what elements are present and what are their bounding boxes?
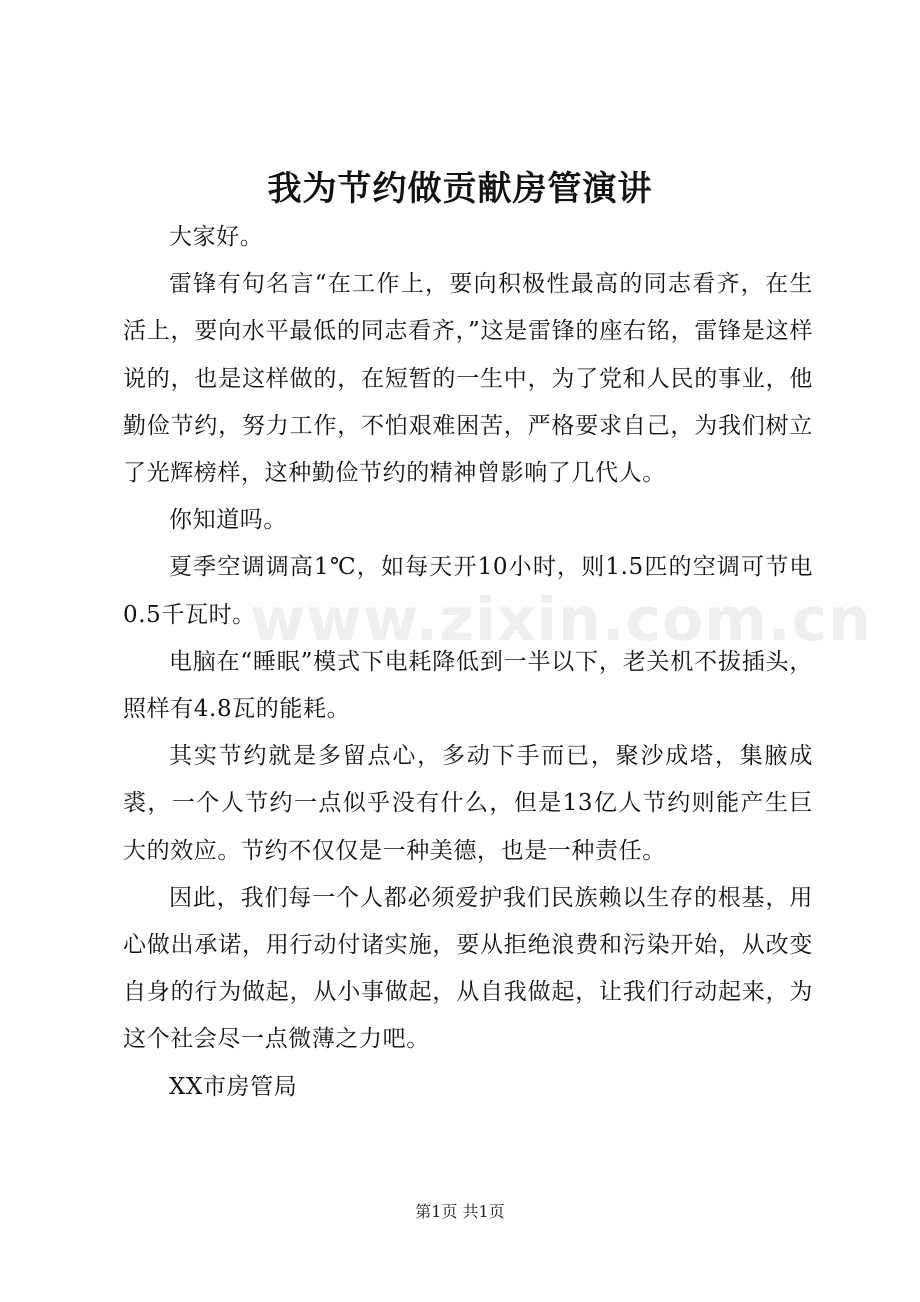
- paragraph-greeting: 大家好。: [169, 224, 264, 250]
- paragraph-do-you-know: 你知道吗。: [169, 507, 287, 534]
- document-title: 我为节约做贡献房管演讲: [267, 169, 653, 209]
- paragraph-saving-responsibility: 其实节约就是多留点心，多动下手而已，聚沙成塔，集腋成裘，一个人节约一点似乎没有什么，但是13亿人节约则能产生巨大的效应。节约不仅仅是一种美德，也是一种责任。: [123, 743, 813, 864]
- watermark: www.zixin.com.cn: [250, 585, 872, 655]
- paragraph-air-conditioner: 夏季空调调高1℃，如每天开10小时，则1.5匹的空调可节电0.5千瓦时。: [123, 554, 813, 628]
- paragraph-computer-sleep: 电脑在“睡眠”模式下电耗降低到一半以下，老关机不拔插头，照样有4.8瓦的能耗。: [123, 648, 813, 723]
- paragraph-signature: XX市房管局: [169, 1073, 298, 1100]
- paragraph-leifeng-quote: 雷锋有句名言“在工作上，要向积极性最高的同志看齐，在生活上，要向水平最低的同志看齐，”这是雷锋的座右铭，雷锋是这样说的，也是这样做的，在短暂的一生中，为了党和人民的事业，他勤俭节约，努力工作，不怕艰难困苦，严格要求自己，为我们树立了光辉榜样，这种勤俭节约的精神曾影响了几代人。: [123, 271, 813, 487]
- page-footer: 第1页 共1页: [415, 1202, 505, 1221]
- document-body: [123, 214, 872, 1111]
- paragraph-call-to-action: 因此，我们每一个人都必须爱护我们民族赖以生存的根基，用心做出承诺，用行动付诸实施，要从拒绝浪费和污染开始，从改变自身的行为做起，从小事做起，从自我做起，让我们行动起来，为这个社会尽一点微薄之力吧。: [123, 884, 813, 1053]
